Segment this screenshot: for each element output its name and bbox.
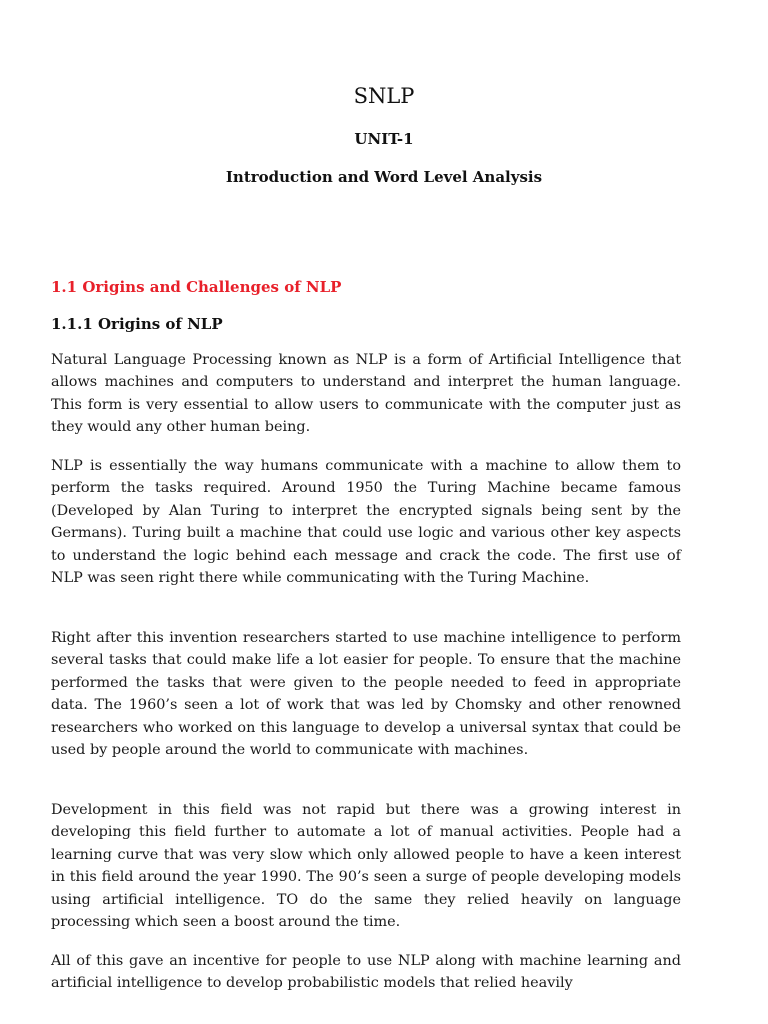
section-heading: 1.1 Origins and Challenges of NLP	[51, 278, 342, 296]
subsection-heading: 1.1.1 Origins of NLP	[51, 315, 223, 333]
document-subtitle: Introduction and Word Level Analysis	[225, 168, 543, 186]
paragraph: All of this gave an incentive for people to use NLP along with machine learning and artificial intelligence to develop probabilistic models that relied heavily	[51, 953, 681, 992]
unit-label: UNIT-1	[354, 130, 414, 148]
paragraph: Right after this invention researchers started to use machine intelligence to perform several tasks that could make life a lot easier for people. To ensure that the machine performed the tasks that were given to the people needed to feed in appropriate data. The 1960’s seen a lot of work that was led by Chomsky and other renowned researchers who worked on this language to develop a universal syntax that could be used by people around the world to communicate with machines.	[51, 630, 681, 759]
paragraph: Development in this field was not rapid but there was a growing interest in developing this field further to automate a lot of manual activities. People had a learning curve that was very slow which only allowed people to have a keen interest in this field around the year 1990. The 90’s seen a surge of people developing models using artificial intelligence. TO do the same they relied heavily on language processing which seen a boost around the time.	[51, 802, 681, 931]
paragraph: NLP is essentially the way humans communicate with a machine to allow them to perform the tasks required. Around 1950 the Turing Machine became famous (Developed by Alan Turing to interpret the encrypted signals being sent by the Germans). Turing built a machine that could use logic and various other key aspects to understand the logic behind each message and crack the code. The first use of NLP was seen right there while communicating with the Turing Machine.	[51, 458, 681, 587]
paragraph: Natural Language Processing known as NLP is a form of Artificial Intelligence that allows machines and computers to understand and interpret the human language. This form is very essential to allow users to communicate with the computer just as they would any other human being.	[51, 352, 681, 436]
document-title: SNLP	[353, 84, 415, 108]
